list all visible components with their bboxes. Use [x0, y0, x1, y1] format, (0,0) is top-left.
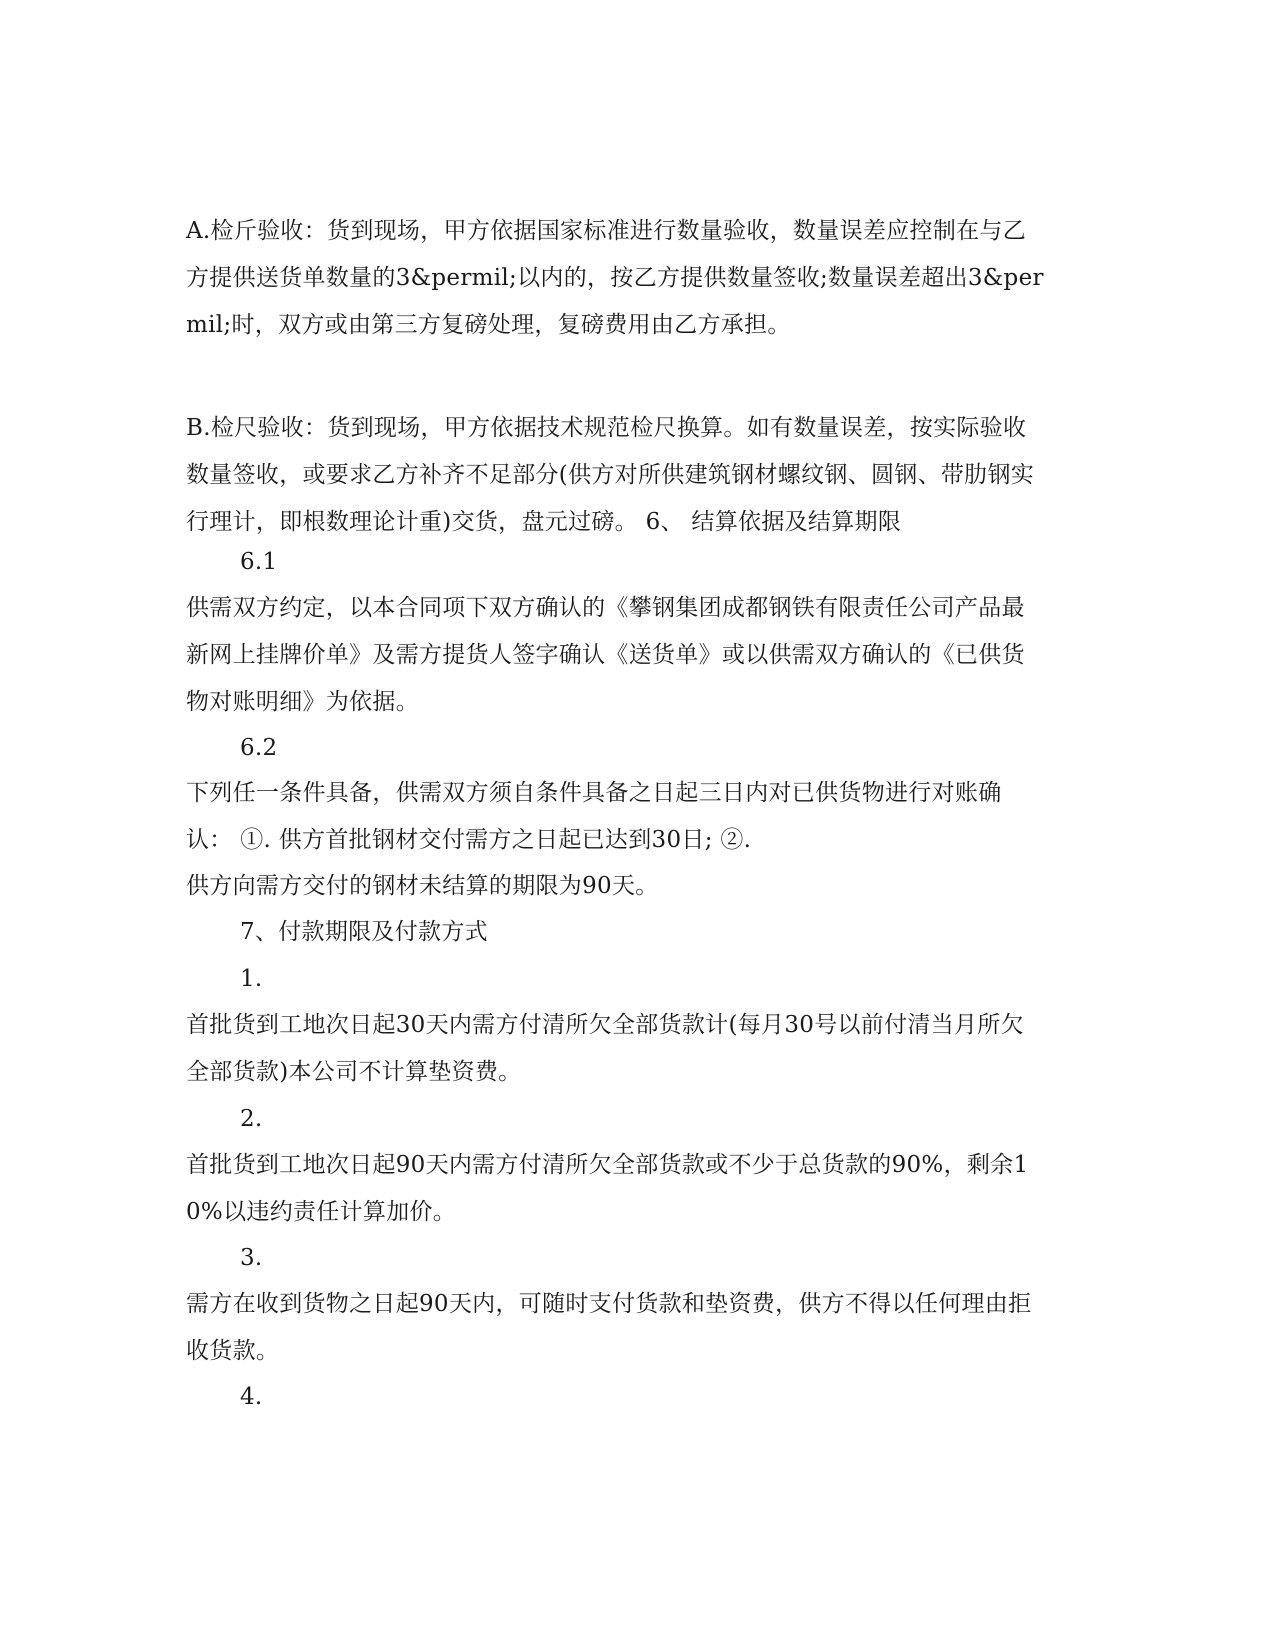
clause-6-1-paragraph: 供需双方约定，以本合同项下双方确认的《攀钢集团成都钢铁有限责任公司产品最新网上挂牌价单》及需方提货人签字确认《送货单》或以供需双方确认的《已供货物对账明细》为依据。	[186, 595, 1025, 715]
item-3-number: 3.	[240, 1245, 263, 1271]
clause-a-paragraph: A.检斤验收：货到现场，甲方依据国家标准进行数量验收，数量误差应控制在与乙方提供送货单数量的3&permil;以内的，按乙方提供数量签收;数量误差超出3&permil;时，双方或由第三方复磅处理，复磅费用由乙方承担。	[186, 218, 1044, 338]
item-2-number: 2.	[240, 1106, 263, 1132]
item-1-number: 1.	[240, 966, 263, 992]
clause-6-1-number: 6.1	[240, 549, 278, 575]
section-7-heading: 7、付款期限及付款方式	[240, 919, 488, 945]
clause-b-paragraph: B.检尺验收：货到现场，甲方依据技术规范检尺换算。如有数量误差，按实际验收数量签收，或要求乙方补齐不足部分(供方对所供建筑钢材螺纹钢、圆钢、带肋钢实行理计，即根数理论计重)交货，盘元过磅。 6、 结算依据及结算期限	[186, 415, 1035, 535]
item-3-paragraph: 需方在收到货物之日起90天内，可随时支付货款和垫资费，供方不得以任何理由拒收货款。	[186, 1291, 1032, 1364]
item-4-number: 4.	[240, 1384, 263, 1410]
item-1-paragraph: 首批货到工地次日起30天内需方付清所欠全部货款计(每月30号以前付清当月所欠全部货款)本公司不计算垫资费。	[186, 1012, 1024, 1085]
clause-6-2-continuation: 供方向需方交付的钢材未结算的期限为90天。	[186, 873, 659, 899]
clause-6-2-paragraph: 下列任一条件具备，供需双方须自条件具备之日起三日内对已供货物进行对账确认： ①. 供方首批钢材交付需方之日起已达到30日; ②.	[186, 780, 1002, 853]
item-2-paragraph: 首批货到工地次日起90天内需方付清所欠全部货款或不少于总货款的90%，剩余10%以违约责任计算加价。	[186, 1152, 1029, 1225]
clause-6-2-number: 6.2	[240, 735, 278, 761]
